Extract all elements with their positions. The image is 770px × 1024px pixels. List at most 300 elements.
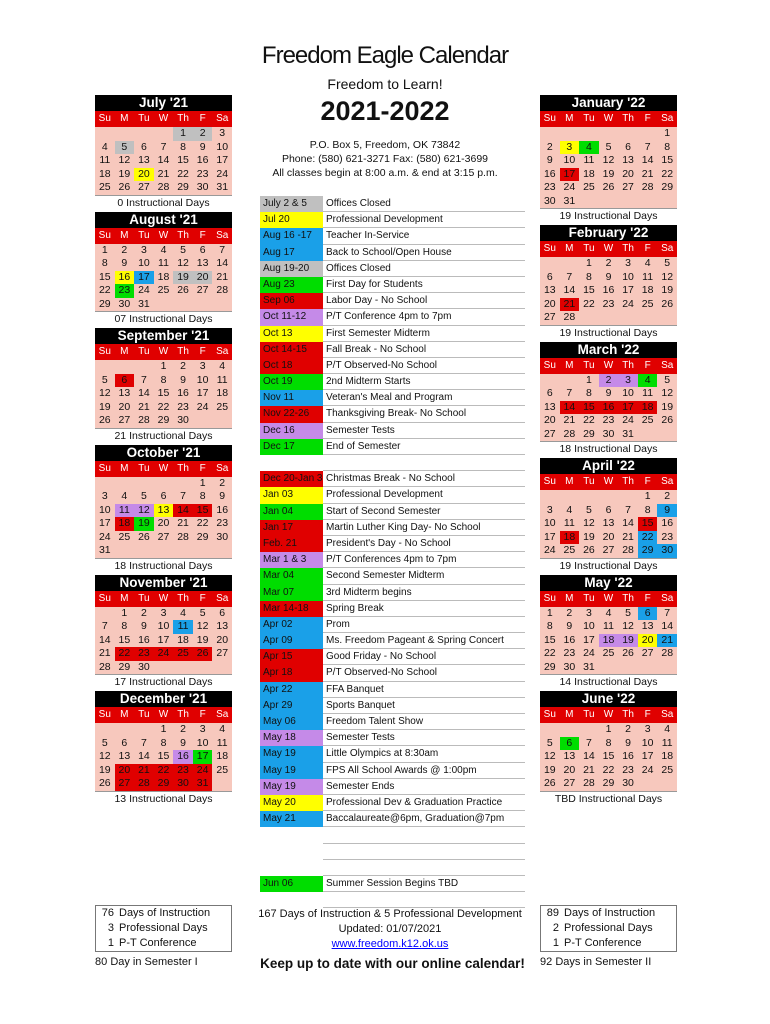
day-cell: 24	[563, 181, 576, 193]
empty-cell	[599, 195, 619, 209]
weekday-header: F	[193, 228, 213, 244]
event-date: Mar 04	[260, 568, 323, 584]
day-cell: 23	[602, 297, 615, 310]
day-cell: 6	[219, 606, 226, 619]
event-description: Professional Dev & Graduation Practice	[323, 795, 525, 811]
empty-cell	[173, 298, 193, 312]
day-cell: 2	[599, 374, 619, 388]
day-cell: 26	[138, 530, 150, 543]
event-date: Mar 1 & 3	[260, 552, 323, 568]
day-cell: 28	[641, 181, 654, 193]
month-title: May '22	[540, 575, 677, 591]
day-cell: 18	[115, 517, 135, 531]
event-date: May 06	[260, 714, 323, 730]
day-cell: 25	[602, 647, 615, 659]
day-cell: 22	[602, 763, 615, 776]
weekday-header: Sa	[657, 111, 677, 127]
day-cell: 21	[657, 634, 677, 648]
day-cell: 4	[644, 257, 651, 269]
contact-info	[240, 138, 530, 180]
day-cell: 24	[641, 763, 654, 776]
empty-cell	[657, 777, 677, 791]
empty-cell	[560, 257, 580, 271]
event-date	[260, 455, 323, 471]
event-row	[260, 196, 525, 212]
updated-date: Updated: 01/07/2021	[338, 923, 442, 935]
day-cell: 6	[160, 490, 167, 502]
day-cell: 7	[586, 736, 592, 749]
day-cell: 12	[543, 750, 556, 762]
day-cell: 28	[661, 647, 674, 659]
day-cell: 29	[196, 530, 209, 543]
day-cell: 20	[602, 530, 615, 543]
empty-cell	[115, 360, 135, 374]
day-cell: 1	[199, 476, 206, 489]
instructional-days: 17 Instructional Days	[95, 674, 232, 688]
day-cell: 2	[219, 476, 226, 489]
weekday-header: Tu	[579, 591, 599, 607]
day-cell: 30	[543, 194, 556, 207]
empty-cell	[115, 723, 135, 737]
day-cell: 15	[193, 504, 213, 518]
event-row	[260, 487, 525, 503]
day-cell: 1	[101, 243, 108, 256]
empty-cell	[173, 544, 193, 558]
day-cell: 4	[219, 360, 226, 372]
day-cell: 16	[196, 154, 209, 166]
day-cell: 21	[138, 400, 150, 413]
day-cell: 3	[160, 606, 167, 619]
event-description: Sports Banquet	[323, 698, 525, 714]
day-cell: 26	[118, 181, 131, 193]
day-cell: 1	[546, 606, 553, 619]
empty-cell	[212, 661, 232, 675]
weekday-header: Tu	[579, 707, 599, 723]
day-cell: 8	[546, 620, 553, 632]
day-cell: 9	[566, 620, 573, 632]
day-cell: 19	[118, 167, 131, 180]
day-cell: 14	[157, 154, 170, 166]
event-date: May 20	[260, 795, 323, 811]
instructional-days: 19 Instructional Days	[540, 208, 677, 222]
semester1-summary	[95, 905, 232, 952]
event-row	[260, 844, 525, 860]
weekday-header: Sa	[657, 358, 677, 374]
events-list	[260, 196, 525, 908]
month-title: September '21	[95, 328, 232, 344]
day-cell: 18	[98, 167, 111, 180]
day-cell: 2	[121, 243, 128, 256]
prof-days-label: Professional Days	[119, 922, 208, 934]
day-cell: 7	[219, 243, 226, 256]
weekday-header: Sa	[212, 344, 232, 360]
website-link[interactable]: www.freedom.k12.ok.us	[331, 938, 449, 950]
day-cell: 10	[196, 736, 209, 749]
day-cell: 9	[219, 490, 226, 502]
day-cell: 13	[118, 750, 131, 762]
day-cell: 14	[173, 504, 193, 518]
day-cell: 9	[141, 620, 147, 632]
day-cell: 20	[157, 517, 170, 529]
day-cell: 19	[661, 400, 674, 413]
event-description: Baccalaureate@6pm, Graduation@7pm	[323, 811, 525, 827]
month-title: April '22	[540, 458, 677, 474]
weekday-header: W	[599, 591, 619, 607]
day-cell: 3	[219, 127, 226, 139]
day-cell: 12	[98, 387, 111, 399]
empty-cell	[540, 257, 560, 271]
event-row	[260, 342, 525, 358]
day-cell: 21	[563, 414, 576, 426]
day-cell: 21	[560, 298, 580, 312]
day-cell: 11	[115, 504, 135, 518]
day-cell: 4	[579, 141, 599, 155]
day-cell: 30	[622, 777, 634, 789]
day-cell: 10	[157, 620, 170, 632]
day-cell: 16	[177, 387, 189, 399]
month-calendar	[540, 225, 677, 339]
instructional-days: TBD Instructional Days	[540, 791, 677, 805]
day-cell: 9	[180, 736, 186, 749]
day-cell: 25	[118, 530, 131, 543]
weekday-header: F	[193, 591, 213, 607]
day-cell: 29	[118, 660, 131, 673]
event-date: Oct 11-12	[260, 309, 323, 325]
weekday-header: Tu	[579, 474, 599, 490]
event-date: Jun 06	[260, 876, 323, 892]
day-cell: 12	[118, 154, 131, 166]
day-cell: 19	[602, 167, 615, 180]
event-description: Prom	[323, 617, 525, 633]
day-cell: 29	[157, 414, 170, 426]
day-cell: 17	[618, 401, 638, 415]
day-cell: 10	[196, 373, 209, 386]
day-cell: 25	[661, 763, 674, 776]
day-cell: 15	[602, 750, 615, 762]
pt-conf-label: P-T Conference	[119, 937, 197, 949]
empty-cell	[212, 298, 232, 312]
day-cell: 5	[141, 490, 147, 502]
day-cell: 31	[193, 777, 213, 791]
day-cell: 14	[138, 750, 150, 762]
empty-cell	[638, 127, 658, 141]
empty-cell	[154, 544, 174, 558]
empty-cell	[540, 723, 560, 737]
month-calendar	[540, 458, 677, 572]
day-cell: 26	[193, 647, 213, 661]
event-row	[260, 682, 525, 698]
day-cell: 4	[219, 723, 226, 735]
day-cell: 26	[177, 284, 189, 296]
day-cell: 11	[642, 270, 654, 283]
event-date: Aug 17	[260, 245, 323, 261]
day-cell: 2	[546, 140, 553, 153]
month-grid	[95, 111, 232, 195]
day-cell: 5	[664, 373, 671, 386]
weekday-header: M	[560, 474, 580, 490]
event-description: Little Olympics at 8:30am	[323, 746, 525, 762]
day-cell: 27	[602, 544, 615, 556]
day-cell: 9	[657, 504, 677, 518]
day-cell: 22	[583, 414, 595, 426]
day-cell: 11	[216, 373, 228, 386]
event-date	[260, 892, 323, 908]
day-cell: 21	[134, 764, 154, 778]
sem1-label: Day in Semester I	[110, 956, 198, 968]
day-cell: 8	[605, 736, 612, 749]
day-cell: 28	[216, 284, 229, 296]
weekday-header: W	[599, 111, 619, 127]
semester1-days	[95, 956, 198, 968]
weekday-header: M	[560, 111, 580, 127]
event-date: Mar 07	[260, 585, 323, 601]
weekday-header: F	[638, 111, 658, 127]
day-cell: 3	[101, 490, 108, 502]
event-description: Martin Luther King Day- No School	[323, 520, 525, 536]
event-date: Aug 16 -17	[260, 228, 323, 244]
event-row	[260, 746, 525, 762]
event-row	[260, 455, 525, 471]
instr-days-count: 76	[101, 907, 114, 919]
event-row	[260, 406, 525, 422]
weekday-header: Sa	[657, 241, 677, 257]
day-cell: 8	[586, 387, 592, 399]
day-cell: 13	[216, 620, 229, 632]
weekday-header: Th	[173, 111, 193, 127]
prof-days-label: Professional Days	[564, 922, 653, 934]
empty-cell	[154, 127, 174, 141]
day-cell: 12	[661, 387, 674, 399]
month-calendar	[95, 575, 232, 689]
day-cell: 6	[546, 387, 553, 399]
event-row	[260, 536, 525, 552]
day-cell: 23	[177, 400, 189, 413]
day-cell: 22	[154, 764, 174, 778]
year-totals	[245, 907, 535, 952]
month-grid	[540, 474, 677, 558]
event-date: Mar 14-18	[260, 601, 323, 617]
month-grid	[95, 707, 232, 791]
event-date: May 21	[260, 811, 323, 827]
event-row	[260, 520, 525, 536]
event-row	[260, 633, 525, 649]
day-cell: 18	[599, 634, 619, 648]
month-calendar	[95, 95, 232, 209]
month-title: December '21	[95, 691, 232, 707]
empty-cell	[638, 777, 658, 791]
day-cell: 24	[216, 167, 229, 180]
event-row	[260, 326, 525, 342]
weekday-header: Tu	[579, 111, 599, 127]
day-cell: 4	[180, 606, 186, 619]
day-cell: 5	[605, 140, 612, 153]
weekday-header: W	[599, 241, 619, 257]
event-description: Start of Second Semester	[323, 504, 525, 520]
event-description: Semester Ends	[323, 779, 525, 795]
empty-cell	[599, 311, 619, 325]
empty-cell	[173, 477, 193, 491]
weekday-header: Th	[618, 591, 638, 607]
day-cell: 7	[160, 140, 167, 153]
weekday-header: Th	[173, 228, 193, 244]
month-calendar	[540, 691, 677, 805]
event-row	[260, 245, 525, 261]
day-cell: 7	[101, 620, 108, 632]
day-cell: 24	[98, 530, 111, 543]
event-date: Jul 20	[260, 212, 323, 228]
weekday-header: Tu	[134, 461, 154, 477]
day-cell: 29	[154, 777, 174, 791]
day-cell: 10	[583, 620, 595, 632]
day-cell: 11	[642, 387, 654, 399]
day-cell: 2	[605, 257, 612, 269]
day-cell: 28	[563, 427, 576, 440]
month-title: February '22	[540, 225, 677, 241]
event-description: Summer Session Begins TBD	[323, 876, 525, 892]
day-cell: 7	[141, 373, 147, 386]
day-cell: 8	[180, 140, 186, 153]
event-row	[260, 277, 525, 293]
event-description: Christmas Break - No School	[323, 471, 525, 487]
event-description: Offices Closed	[323, 261, 525, 277]
day-cell: 3	[618, 374, 638, 388]
event-description: First Semester Midterm	[323, 326, 525, 342]
day-cell: 26	[583, 544, 595, 556]
day-cell: 10	[216, 140, 229, 153]
event-row	[260, 261, 525, 277]
event-row	[260, 892, 525, 908]
day-cell: 21	[622, 530, 634, 543]
day-cell: 1	[586, 373, 592, 386]
day-cell: 17	[193, 750, 213, 764]
event-date: Feb. 21	[260, 536, 323, 552]
empty-cell	[618, 661, 638, 675]
event-description: FPS All School Awards @ 1:00pm	[323, 763, 525, 779]
day-cell: 8	[644, 503, 651, 516]
day-cell: 8	[586, 270, 592, 283]
day-cell: 30	[173, 777, 193, 791]
event-row	[260, 568, 525, 584]
empty-cell	[193, 544, 213, 558]
event-description	[323, 844, 525, 860]
day-cell: 2	[180, 723, 186, 735]
empty-cell	[134, 127, 154, 141]
weekday-header: M	[115, 111, 135, 127]
day-cell: 11	[583, 154, 595, 166]
weekday-header: Tu	[134, 111, 154, 127]
sem2-count: 92	[540, 956, 553, 968]
weekday-header: Su	[95, 228, 115, 244]
month-calendar	[95, 445, 232, 572]
day-cell: 2	[664, 490, 671, 502]
day-cell: 30	[196, 181, 209, 193]
day-cell: 12	[583, 517, 595, 529]
event-description: P/T Observed-No School	[323, 358, 525, 374]
event-description	[323, 860, 525, 876]
weekday-header: Su	[540, 591, 560, 607]
month-grid	[540, 591, 677, 675]
instructional-days: 18 Instructional Days	[540, 441, 677, 455]
day-cell: 3	[199, 360, 206, 372]
day-cell: 17	[622, 284, 634, 296]
day-cell: 6	[121, 736, 128, 749]
event-date: Aug 19-20	[260, 261, 323, 277]
day-cell: 25	[583, 181, 595, 193]
empty-cell	[540, 127, 560, 141]
day-cell: 30	[177, 414, 189, 426]
day-cell: 9	[605, 270, 612, 283]
event-date: Sep 06	[260, 293, 323, 309]
instr-days-count: 89	[546, 907, 559, 919]
day-cell: 13	[543, 400, 556, 413]
day-cell: 11	[603, 620, 614, 632]
day-cell: 16	[661, 517, 674, 529]
semester2-summary	[540, 905, 677, 952]
day-cell: 3	[546, 503, 553, 516]
event-description: Fall Break - No School	[323, 342, 525, 358]
weekday-header: Th	[173, 461, 193, 477]
event-row	[260, 649, 525, 665]
month-grid	[95, 591, 232, 675]
day-cell: 13	[118, 387, 131, 399]
weekday-header: W	[599, 707, 619, 723]
day-cell: 23	[622, 763, 634, 776]
day-cell: 25	[98, 181, 111, 193]
day-cell: 23	[563, 647, 576, 659]
empty-cell	[579, 723, 599, 737]
day-cell: 23	[115, 284, 135, 298]
day-cell: 2	[625, 723, 631, 735]
day-cell: 11	[99, 154, 111, 166]
weekday-header: Tu	[134, 344, 154, 360]
day-cell: 15	[157, 387, 170, 399]
day-cell: 10	[563, 154, 576, 166]
day-cell: 13	[641, 620, 654, 632]
event-description: Thanksgiving Break- No School	[323, 406, 525, 422]
day-cell: 17	[641, 750, 654, 762]
day-cell: 6	[141, 140, 147, 153]
day-cell: 1	[586, 257, 592, 269]
event-date: Oct 19	[260, 374, 323, 390]
day-cell: 10	[622, 387, 634, 399]
event-date	[260, 827, 323, 843]
day-cell: 29	[177, 181, 189, 193]
weekday-header: M	[115, 591, 135, 607]
empty-cell	[193, 298, 213, 312]
day-cell: 15	[579, 401, 599, 415]
day-cell: 13	[602, 517, 615, 529]
event-row	[260, 439, 525, 455]
sem2-label: Days in Semester II	[555, 956, 652, 968]
day-cell: 15	[543, 633, 556, 646]
day-cell: 11	[158, 257, 169, 269]
event-row	[260, 585, 525, 601]
day-cell: 1	[121, 606, 128, 619]
empty-cell	[540, 374, 560, 388]
empty-cell	[657, 195, 677, 209]
day-cell: 1	[160, 360, 167, 372]
day-cell: 19	[543, 763, 556, 776]
empty-cell	[618, 311, 638, 325]
phone-fax: Phone: (580) 621-3271 Fax: (580) 621-3699	[281, 153, 489, 165]
event-date: Apr 02	[260, 617, 323, 633]
weekday-header: Su	[540, 707, 560, 723]
instr-days-label: Days of Instruction	[119, 907, 211, 919]
day-cell: 12	[661, 270, 674, 283]
weekday-header: Th	[173, 591, 193, 607]
day-cell: 14	[622, 517, 634, 529]
day-cell: 1	[644, 490, 651, 502]
